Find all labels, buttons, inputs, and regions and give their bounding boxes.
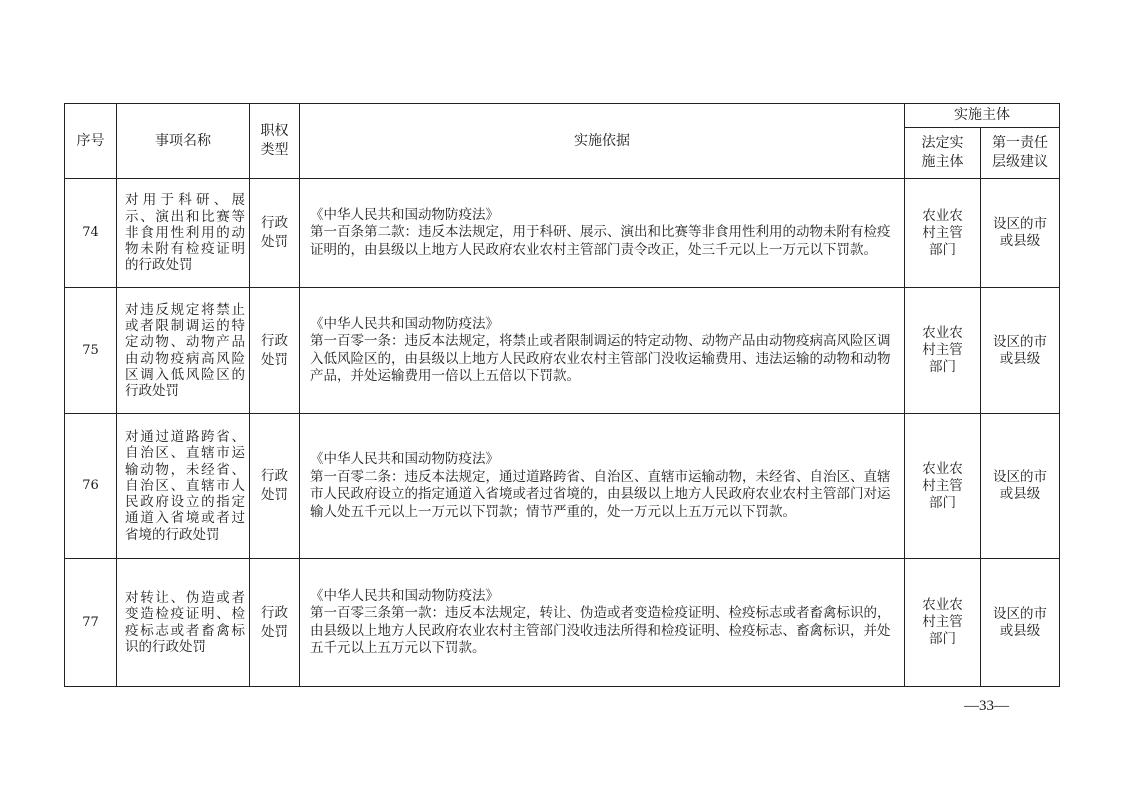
row-item-name: 对转让、伪造或者变造检疫证明、检疫标志或者畜禽标识的行政处罚 (117, 559, 250, 687)
header-statutory-subject-line1: 法定实 (921, 135, 964, 151)
row-power-type-line1: 行政 (261, 604, 288, 621)
row-power-type-line2: 处罚 (261, 623, 288, 640)
row-statutory-subject (905, 559, 981, 687)
row-statutory-subject-line1: 农业农 (922, 325, 963, 341)
row-responsibility-level-line1: 设区的市 (993, 469, 1047, 485)
row-law-article: 第一百零三条第一款：违反本法规定，转让、伪造或者变造检疫证明、检疫标志或者畜禽标识的，由县级以上地方人民政府农业农村主管部门没收违法所得和检疫证明、检疫标志、畜禽标识，并处五千元以上五万元以下罚款。 (310, 605, 891, 656)
header-statutory-subject-line2: 施主体 (921, 154, 964, 170)
row-law-title: 《中华人民共和国动物防疫法》 (310, 451, 499, 467)
row-responsibility-level (981, 414, 1060, 559)
row-power-type (250, 559, 300, 687)
row-law-article: 第一百零一条：违反本法规定，将禁止或者限制调运的特定动物、动物产品由动物疫病高风险区调入低风险区的，由县级以上地方人民政府农业农村主管部门没收运输费用、违法运输的动物和动物产品，并处运输费用一倍以上五倍以下罚款。 (310, 333, 891, 384)
row-law-title: 《中华人民共和国动物防疫法》 (310, 587, 499, 604)
table-row (65, 559, 1060, 687)
row-responsibility-level (981, 179, 1060, 288)
header-power-type (250, 104, 300, 179)
row-statutory-subject-line3: 部门 (929, 631, 956, 647)
row-responsibility-level (981, 288, 1060, 414)
row-item-name: 对通过道路跨省、自治区、直辖市运输动物，未经省、自治区、直辖市人民政府设立的指定通道入省境或者过省境的行政处罚 (117, 414, 250, 559)
row-statutory-subject-line3: 部门 (929, 241, 956, 258)
row-responsibility-level-line1: 设区的市 (993, 605, 1047, 622)
row-serial-number: 75 (65, 288, 117, 414)
row-power-type (250, 179, 300, 288)
row-item-name: 对违反规定将禁止或者限制调运的特定动物、动物产品由动物疫病高风险区调入低风险区的行政处罚 (117, 288, 250, 414)
row-legal-basis (300, 559, 905, 687)
row-statutory-subject-line2: 村主管 (922, 614, 963, 630)
header-responsibility-level-line1: 第一责任 (992, 135, 1048, 151)
row-responsibility-level-line2: 或县级 (999, 622, 1041, 639)
header-responsibility-level (981, 128, 1060, 179)
row-power-type-line2: 处罚 (261, 487, 288, 503)
row-responsibility-level-line2: 或县级 (999, 233, 1041, 249)
table-row (65, 179, 1060, 288)
row-statutory-subject-line1: 农业农 (922, 460, 963, 477)
header-serial-number: 序号 (65, 104, 117, 179)
row-statutory-subject-line2: 村主管 (922, 224, 963, 241)
header-implementing-body: 实施主体 (905, 104, 1060, 128)
row-responsibility-level-line2: 或县级 (999, 486, 1041, 502)
row-power-type-line1: 行政 (261, 215, 288, 231)
row-responsibility-level (981, 559, 1060, 687)
row-legal-basis (300, 288, 905, 414)
header-item-name: 事项名称 (117, 104, 250, 179)
row-power-type-line1: 行政 (261, 468, 288, 484)
row-power-type-line1: 行政 (261, 332, 288, 349)
header-power-type-line2: 类型 (260, 142, 289, 158)
row-statutory-subject-line1: 农业农 (922, 207, 963, 224)
row-statutory-subject-line1: 农业农 (922, 597, 963, 613)
row-legal-basis (300, 414, 905, 559)
row-power-type (250, 414, 300, 559)
row-serial-number: 76 (65, 414, 117, 559)
row-legal-basis (300, 179, 905, 288)
row-statutory-subject (905, 179, 981, 288)
row-statutory-subject (905, 288, 981, 414)
row-statutory-subject-line3: 部门 (929, 494, 956, 511)
row-statutory-subject-line3: 部门 (929, 359, 956, 375)
row-responsibility-level-line2: 或县级 (999, 350, 1041, 367)
row-statutory-subject-line2: 村主管 (922, 342, 963, 358)
header-legal-basis: 实施依据 (300, 104, 905, 179)
row-item-name: 对用于科研、展示、演出和比赛等非食用性利用的动物未附有检疫证明的行政处罚 (117, 179, 250, 288)
row-law-title: 《中华人民共和国动物防疫法》 (310, 206, 499, 223)
row-statutory-subject-line2: 村主管 (922, 477, 963, 494)
row-power-type (250, 288, 300, 414)
table-row (65, 414, 1060, 559)
row-statutory-subject (905, 414, 981, 559)
row-law-article: 第一百条第二款：违反本法规定，用于科研、展示、演出和比赛等非食用性利用的动物未附有检疫证明的，由县级以上地方人民政府农业农村主管部门责令改正，处三千元以上一万元以下罚款。 (310, 224, 891, 258)
row-responsibility-level-line1: 设区的市 (993, 216, 1047, 232)
row-serial-number: 77 (65, 559, 117, 687)
row-serial-number: 74 (65, 179, 117, 288)
row-power-type-line2: 处罚 (261, 234, 288, 250)
row-responsibility-level-line1: 设区的市 (993, 333, 1047, 350)
header-statutory-subject (905, 128, 981, 179)
row-power-type-line2: 处罚 (261, 351, 288, 368)
page-number: —33— (964, 698, 1009, 714)
table-row (65, 288, 1060, 414)
enforcement-items-table (64, 103, 1060, 687)
row-law-article: 第一百零二条：违反本法规定，通过道路跨省、自治区、直辖市运输动物，未经省、自治区、直辖市人民政府设立的指定通道入省境或者过省境的，由县级以上地方人民政府农业农村主管部门对运输人处五千元以上一万元以下罚款；情节严重的，处一万元以上五万元以下罚款。 (310, 468, 891, 520)
row-law-title: 《中华人民共和国动物防疫法》 (310, 315, 499, 332)
header-responsibility-level-line2: 层级建议 (992, 154, 1048, 170)
header-power-type-line1: 职权 (260, 123, 289, 139)
